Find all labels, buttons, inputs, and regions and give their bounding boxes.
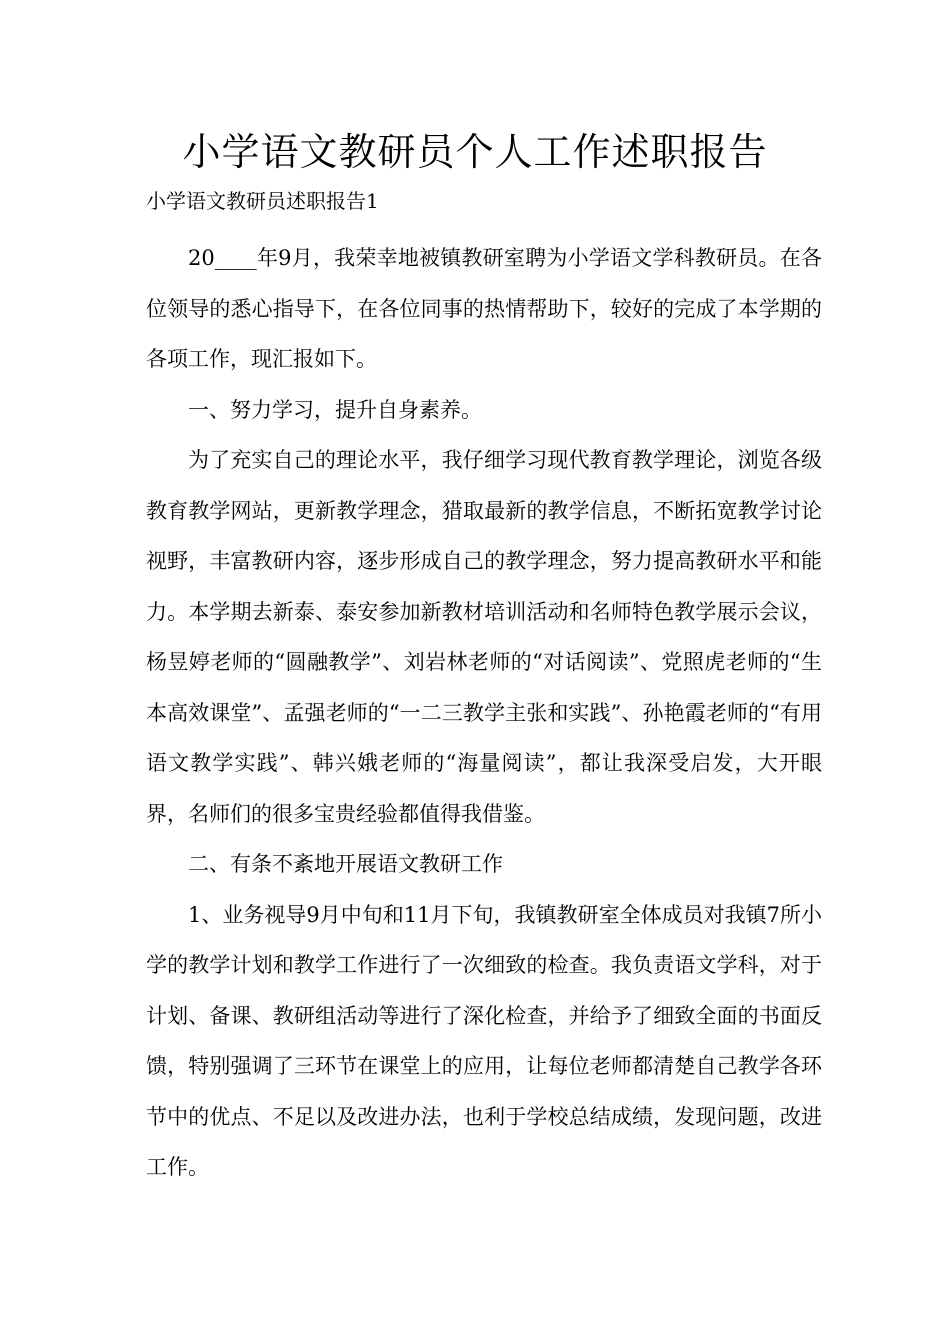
paragraph-inspection: 1、业务视导9月中旬和11月下旬，我镇教研室全体成员对我镇7所小学的教学计划和教学工作进行了一次细致的检查。我负责语文学科，对于计划、备课、教研组活动等进行了深化检查，并给予了细致全面的书面反馈，特别强调了三环节在课堂上的应用，让每位老师都清楚自己教学各环节中的优点、不足以及改进办法，也利于学校总结成绩，发现问题，改进工作。 — [146, 902, 822, 1179]
section-heading-1: 一、努力学习，提升自身素养。 — [188, 397, 482, 422]
section-heading-2: 二、有条不紊地开展语文教研工作 — [188, 852, 503, 876]
paragraph-intro: 20____年9月，我荣幸地被镇教研室聘为小学语文学科教研员。在各位领导的悉心指导下，在各位同事的热情帮助下，较好的完成了本学期的各项工作，现汇报如下。 — [146, 246, 822, 371]
document-title: 小学语文教研员个人工作述职报告 — [182, 130, 768, 174]
document-subtitle: 小学语文教研员述职报告1 — [146, 189, 379, 213]
document-body — [146, 233, 822, 1193]
paragraph-study: 为了充实自己的理论水平，我仔细学习现代教育教学理论，浏览各级教育教学网站，更新教学理念，猎取最新的教学信息，不断拓宽教学讨论视野，丰富教研内容，逐步形成自己的教学理念，努力提高教研水平和能力。本学期去新泰、泰安参加新教材培训活动和名师特色教学展示会议，杨昱婷老师的“圆融教学”、刘岩林老师的“对话阅读”、党照虎老师的“生本高效课堂”、孟强老师的“一二三教学主张和实践”、孙艳霞老师的“有用语文教学实践”、韩兴娥老师的“海量阅读”，都让我深受启发，大开眼界，名师们的很多宝贵经验都值得我借鉴。 — [146, 448, 822, 826]
